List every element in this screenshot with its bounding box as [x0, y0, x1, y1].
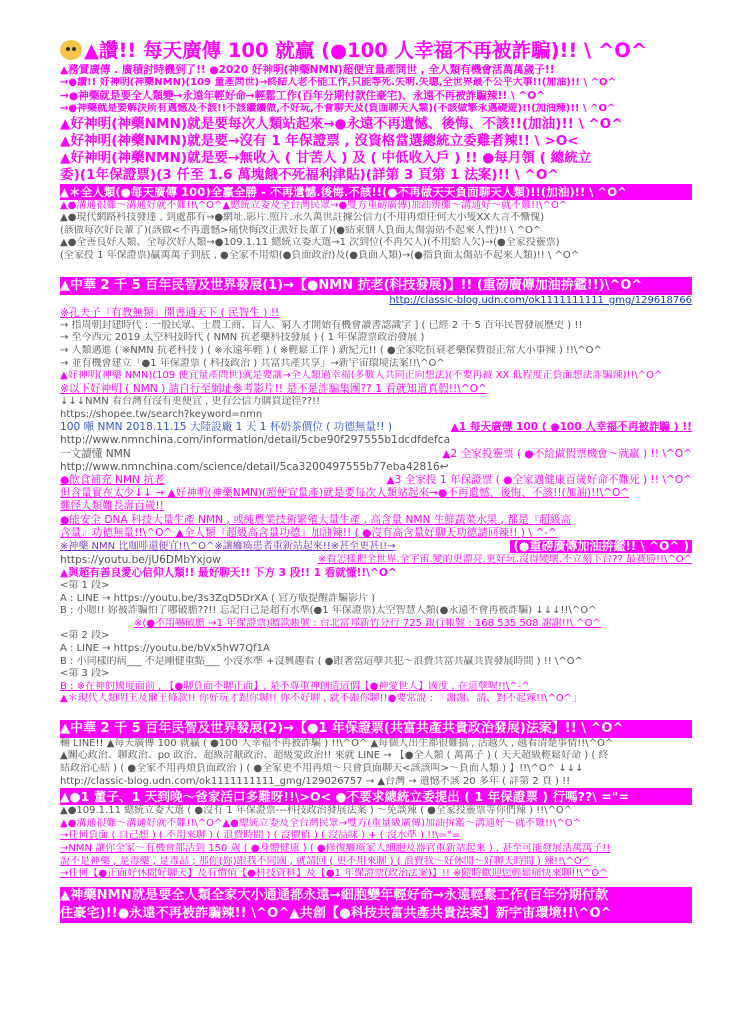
- block4-line: B : ※在神的國度面前 , 【●聊負面不聊正面】, 是不尊重神創造這個【●神愛世人】國度 , 在這孽喔!!\^-^: [60, 680, 530, 692]
- block6-line: ▲●溝通很難～溝通好就不難!!\^O^▲●總統立委及全台灣民眾→雙方(重量級廣傳)加油拚鑑～溝通好～就不難!!\^O^: [60, 817, 582, 829]
- notice-block-1: [60, 200, 692, 263]
- block2-line: → 人類邁進 ( ※NMN 抗老科技 ) ( ※永遠年輕 ) ( ※輕鬆工作 ) 新紀元!! ( ●全家吃抗衰老藥保費很正常大小事辣 ) !!\^O^: [60, 344, 602, 356]
- block4-line: <第 3 段>: [60, 668, 110, 680]
- block2-line[interactable]: https://shopee.tw/search?keyword=nmn: [60, 408, 263, 420]
- block4-line: ※(●不用嚇破膽 →1 年保證票)贈款帳號 : 台北富邦新竹分行 725 銀行帳號 : 168 535 508 謝謝!!\ ^O^: [134, 617, 601, 629]
- title-text: ▲讚!! 每天廣傳 100 就贏 (●100 人幸福不再被詐騙)!! \ ^O^: [84, 39, 648, 62]
- intro-line: →●讚!! 好神明(神藥NMN)(109 量產問世)→終結人老不能工作,只能等死.失明.失聰,全世界最不公平大事!!(加油)!! \ ^O^: [60, 77, 616, 89]
- block5-line: 輔 LINE!! ▲每天廣傳 100 就贏 ( ●100 人幸福不再被詐騙 ) !!\^O^ ▲每個人出生都很難搞 , 活越久 , 越看清楚事情!!\^O^: [60, 737, 614, 749]
- youtube-row: [60, 554, 692, 567]
- block3-line: 難怪人類難長壽百歲!!: [60, 500, 164, 513]
- block2-line: ▲好神明(神藥 NMN)(109 便宜量產問世)就是要讓→全人類過幸福(多數人共同正向想法)(不要再被 XX 低程度正負面想法詐騙辣)!!\^O^: [60, 370, 663, 382]
- nmn-section: [60, 307, 692, 422]
- intro-line: 委)(1年保證票)(3 仟至 1.6 萬塊餓不死福利津貼)(詳第 3 頁第 1 法案)!! \ ^O^: [60, 166, 559, 183]
- intro-line: ▲務實廣傳 . 廣積討時機到了!! ●2020 好神明(神藥NMN)超便宜量產問世 , 全人類有機會活萬萬歲子!!: [60, 64, 555, 76]
- block4-line[interactable]: A : LINE → https://youtu.be/bVx5hW7Qf1A: [60, 642, 270, 654]
- news-row-3-left[interactable]: ●飲食補充 NMN 抗老: [60, 473, 165, 486]
- block3-line: ●能安全 DNA 科技大量生產 NMN , 或純農業技術繁殖大量生產 , 高含量 NMN 生鮮蔬菜水果 , 都是『超級高: [60, 513, 572, 526]
- block4-line: B : 小同樣的病___ 不是剛健重點___ 小沒水準 +沒興趣看 ( ●跟著當這孽共犯～浪費共富共贏共貴發展時間 ) !! \^O^: [60, 655, 583, 667]
- video-row-left[interactable]: ※神藥 NMN 比咖啡還便宜!!\^O^※讓癱瘓患者重新站起來!!※甚至更甚!!→: [60, 540, 396, 552]
- election-block: [60, 805, 692, 881]
- intro-line: ▲好神明(神藥NMN)就是要→沒有 1 年保證票 , 沒資格當選總統立委雞者辣!! \ >O<: [60, 132, 579, 149]
- news-row-3: [60, 474, 692, 487]
- block4-line: B : 小嗯!! 妳被詐騙怕了哪破膽??!! 忘記白己是超有水準(●1 年保證票)太空智慧人類(●永遠不會再被詐騙) ↓↓↓!!\^O^: [60, 605, 597, 617]
- block1-line: ▲●全善良好人類、全每次好人類→●109.1.11 總統立委大選→1 次到位(不再欠人)(不用給人欠)→(●全家投靈票): [60, 237, 560, 249]
- document-page: [60, 38, 692, 923]
- news-row-1-right: ▲1 每天廣傳 100 ( ●100 人幸福不再被詐騙 ) !!: [450, 421, 692, 434]
- smiley-emoji-icon: [60, 40, 82, 60]
- block2-line: ↓↓↓NMN 看台灣有沒有更便宜 , 更有公信力購買途徑??!!: [60, 395, 321, 407]
- block2-line: → 指周朝封建時代 : 一般民眾、士農工商、盲人、窮人才開始有機會讀書認識字 ] ( 已經 2 千 5 百年民智發展歷史 ) !!: [60, 319, 583, 331]
- news-url-2[interactable]: http://www.nmnchina.com/science/detail/5ca3200497555b77eba42816↩: [60, 460, 449, 473]
- section-banner-4: ▲●1 董子、1 天到晚～爸家活口多難呀!!\>O< ●不要求總統立委提出 ( 1 年保證票 ) 行嗎??\ ="=: [60, 788, 692, 805]
- block6-line: →NMN 讓你全家～有機會都活到 150 歲 ( ●身體健康 ) ( ●修復癱瘓家人細胞及器官重新站起來 ) , 甚至可能發展活萬萬子!!: [60, 843, 611, 855]
- intro-line: ▲好神明(神藥NMN)就是要→無收入 ( 甘苦人 ) 及 ( 中低收入戶 ) !! ●每月領 ( 總統立: [60, 149, 592, 166]
- nmn-production-block: [60, 487, 692, 540]
- block3-line: 含量』功德無量!!\^O^ ▲全人類『超級高含量功德』加油辣!! ( ●沒有高含量好聊天功德請回辣!! ) \ ^-^: [60, 526, 557, 539]
- block1-line: (該做每次好長輩了)(該做<不再遺憾>痛快悔改正派好長輩了)(●結束個人負面太傷弱站不起來人性)!! \ ^O^: [60, 224, 542, 236]
- closing-banner-line-2: 住豪宅)!!●永遠不再被詐騙辣!! \^O^▲共創【●科技共富共產共貴法案】新宇宙環境!!\^O^: [60, 905, 692, 923]
- block6-line: →任何負面 ( 自己想 ) ( 不用來聊 ) ( 浪費時間 ) ( 沒價值 ) ( 沒品味 ) + ( 沒水準 ) !!\="=: [60, 830, 460, 842]
- dialog-section: [60, 567, 692, 706]
- block4-line: <第 1 段>: [60, 579, 110, 591]
- politics-block: [60, 738, 692, 788]
- intro-line: →●神藥就是要全人類變→永遠年輕好命→輕鬆工作(百年分期付款住豪宅)、永遠不再被詐騙辣!! \ ^O^: [60, 89, 546, 102]
- section-banner-2: ▲中華 2 千 5 百年民智及世界發展(1)→【●NMN 抗老(科技發展)】!! (重磅廣傳加油拚鑑!!)\^O^: [60, 277, 692, 295]
- video-row-banner: (●重磅廣傳加油拚鑑!! \ ^O^ ): [510, 540, 692, 553]
- block2-line: ※孔夫子『有教無類』開書通天下 ( 民智生 ) !!: [60, 306, 280, 319]
- block4-line[interactable]: A : LINE → https://youtu.be/3s3ZqD5DrXA ( 官方版提醒詐騙影片 ): [60, 592, 376, 604]
- block4-line: ▲與超有善良愛心信仰人類!! 最好聊天!! 下方 3 段!! 1 看就懂!!\^O^: [60, 566, 397, 579]
- news-row-2-left[interactable]: 一文讀懂 NMN: [60, 447, 131, 460]
- section-banner-1: ▲＊全人類(●每天廣傳 100)全贏全勝 - 不再遺憾.後悔.不該!!(●不再做天天負面聊天人類)!!(加油)!! \ ^O^: [60, 184, 692, 200]
- news-row-1-left[interactable]: 100 噸 NMN 2018.11.15 大陸設廠 1 天 1 杯奶茶價位 ( 功德無量!! ): [60, 421, 393, 434]
- document-title: [60, 38, 692, 64]
- block5-line[interactable]: http://classic-blog.udn.com/ok1111111111_gmg/129026757 → ▲台灣 → 遺憾不該 20 多年 ( 詳第 2 頁 ) !!: [60, 775, 571, 787]
- block5-line: ▲關心政治、聊政治、po 政治、超級討厭政治、超級愛政治!! 來就 LINE → 【●全人類 ( 萬萬子 ) ( 天天超級輕鬆好命 ) ( 終: [60, 750, 609, 762]
- news-url-1[interactable]: http://www.nmnchina.com/information/detail/5cbe90f297555b1dcdfdefca: [60, 434, 451, 447]
- video-row: [60, 540, 692, 554]
- closing-banner-line-1: ▲神藥NMN就是要全人類全家大小通通都永遠→細胞變年輕好命→永遠輕鬆工作(百年分期付款: [60, 887, 692, 905]
- block4-line: <第 2 段>: [60, 630, 110, 642]
- intro-section: [60, 64, 692, 184]
- block6-line: →任何【●正面好休閒好聊天】及有價值【●科技資料】及【●1 年保證票(政治法案)】!! ※隨時歡迎您輕鬆痛快來聊!!\^O^: [60, 868, 608, 880]
- block1-line: ▲●溝通很難～溝通好就不難!!\^O^▲總統立委及全台灣民眾→●雙方重磅廣傳)加油辨攤～溝通好～就不難!!\^O^: [60, 199, 568, 211]
- block2-line: → 至今西元 2019 太空科技時代 ( NMN 抗老藥科技發展 ) ( 1 年保證票政治發展 ): [60, 332, 425, 344]
- blog-link-1[interactable]: http://classic-blog.udn.com/ok1111111111_gmg/129618766: [389, 294, 692, 306]
- news-row-1: [60, 421, 692, 434]
- block6-line: ▲●109.1.11 總統立委大選 ( ●沒有 1 年保證票---科技政治發展法案 ) ～免談辣 ( ●全家投靈票等你們辣 ) !!\^O^: [60, 805, 573, 817]
- news-row-2-right: ▲2 全家投靈票 ( ●不給做假票機會～就贏 ) !! \^O^: [442, 447, 692, 460]
- block6-line: 說不是神藥 , 是毒藥 , 是毒品 ; 那你(妳)跟我不同國 , 就請回 ( 更不用來聊 ) ( 浪費我～好休閒～好聊天時間 ) 辣!!\^O^: [60, 855, 591, 867]
- block3-line: 但含量實在太少↓↓ → ▲好神明(神藥NMN)(超便宜量產)就是要每次人類站起來→●不再遺憾、後悔、不該!!(加油)!!\^O^: [60, 487, 630, 500]
- news-row-2: [60, 448, 692, 461]
- intro-line: →●神藥就是要解決所有邁憾及不該!!不該繼續做,不好玩,不會聊天及(負面聊天人類)(不該做擎永邁礎遊)!!(加油辣)!! \ ^O^: [60, 103, 616, 114]
- youtube-link[interactable]: https://youtu.be/jU6DMbYxjow: [60, 553, 221, 566]
- section-banner-3: ▲中華 2 千 5 百年民智及世界發展(2)→【●1 年保證票(共富共產共貴政治發展)法案】!! \ ^O^: [60, 720, 692, 738]
- intro-line: ▲好神明(神藥NMN)就是要每次人類站起來→●永遠不再遺憾、後悔、不該!!(加油)!! \ ^O^: [60, 115, 623, 132]
- youtube-row-right: ※看怎樣把全世界.全宇宙.變的更漂亮.更好玩.沒得變壞.不立刻下台?? 最賽勝!!\^O^: [317, 553, 692, 565]
- block2-line: ※以下好神明 ( NMN ) 請自行至網址參考影片!! 是不是詐騙集團?? 1 看就知道真假!!\^O^: [60, 382, 487, 395]
- block1-line: ▲●現代網路科技發達 , 到處都有→●網址.影片.照片.永久萬世註據公信力(不用再煩任何大小隻XX大言不慚傀): [60, 212, 545, 224]
- block1-line: (全家投 1 年保證票)贏萬萬子到底 , ●全家不用煩(●負面政治)及(●負面人類)→(●指負面太傷站不起來人類)!! \ ^O^: [60, 249, 580, 261]
- block5-line: 結政治心結 ) ( ●全家不用再煩負面政治 ) ( ●全家更不用再煩～只會負面聊天<該該叫>～負面人類 ) 】!!\^O^ ↓↓↓: [60, 763, 584, 775]
- news-row-3-right: ▲3 全家投 1 年保證票 ( ●全家邁健康百歲好命不難死 ) !! \^O^: [386, 473, 692, 486]
- block4-line: ▲＊現代人類明王及爾王條款!! 你好玩才跟你聊!! 你不好聊 , 就不跟你聊!!●要常說 : 「謝謝、請、對不起辣!!\^O^」: [60, 693, 583, 705]
- block2-line: → 並有機會建立「●1 年保證票 ( 科技政治 ) 共富共產共享」→新宇宙環境法案!!\^O^: [60, 357, 445, 369]
